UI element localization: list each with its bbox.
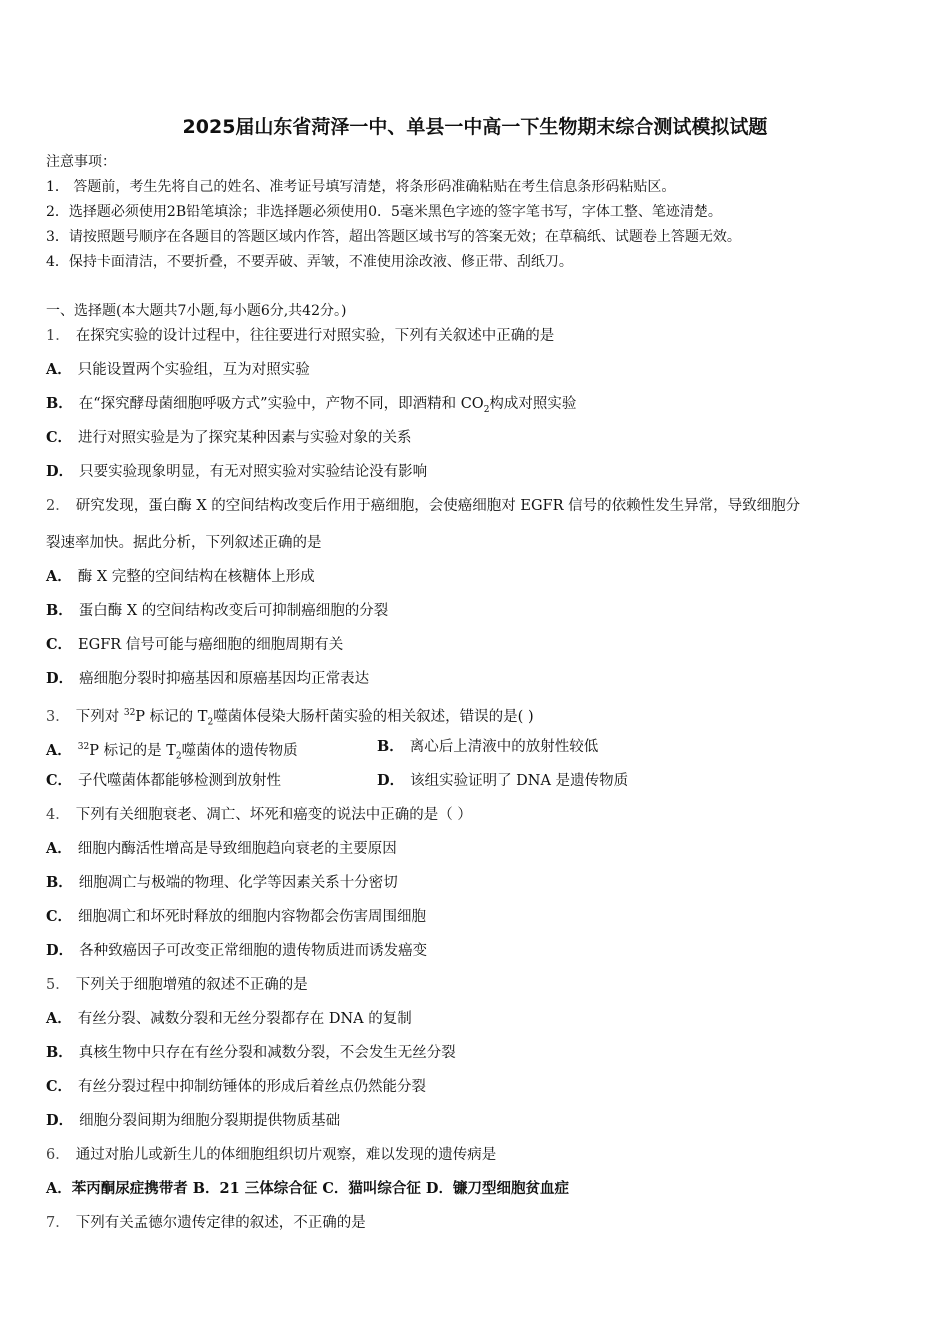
notice-item-2: 2．选择题必须使用2B铅笔填涂；非选择题必须使用0．5毫米黑色字迹的签字笔书写，字体工整、笔迹清楚。 [46, 204, 722, 220]
q1-option-a[interactable] [46, 360, 310, 380]
option-text: 只要实验现象明显，有无对照实验对实验结论没有影响 [79, 464, 428, 480]
option-label: A． [46, 840, 72, 857]
option-label: C． [46, 908, 73, 925]
question-stem: 下列关于细胞增殖的叙述不正确的是 [75, 977, 308, 993]
q4-option-c[interactable] [46, 907, 426, 927]
question-number: 1． [46, 328, 70, 344]
q4-option-a[interactable] [46, 839, 397, 859]
q1-option-c[interactable] [46, 428, 412, 448]
option-text: 蛋白酶 X 的空间结构改变后可抑制癌细胞的分裂 [78, 603, 389, 619]
question-stem-mid: P 标记的 T [135, 708, 208, 725]
question-2 [46, 496, 800, 516]
option-text: 细胞凋亡与极端的物理、化学等因素关系十分密切 [78, 875, 398, 891]
q1-option-b[interactable] [46, 394, 576, 420]
question-3 [46, 703, 534, 733]
question-stem: 在探究实验的设计过程中，往往要进行对照实验，下列有关叙述中正确的是 [75, 328, 555, 344]
question-number: 2． [46, 498, 70, 514]
option-label: B． [46, 1044, 73, 1061]
q5-option-d[interactable] [46, 1111, 340, 1131]
option-text: 癌细胞分裂时抑癌基因和原癌基因均正常表达 [79, 671, 370, 687]
option-label: A． [46, 568, 72, 585]
page-title: 2025届山东省菏泽一中、单县一中高一下生物期末综合测试模拟试题 [182, 116, 768, 138]
q6-options[interactable]: A．苯丙酮尿症携带者 B．21 三体综合征 C．猫叫综合征 D．镰刀型细胞贫血症 [46, 1180, 569, 1197]
option-label: B． [46, 602, 73, 619]
q5-option-a[interactable] [46, 1009, 412, 1029]
q2-option-a[interactable] [46, 567, 315, 587]
option-text: 在“探究酵母菌细胞呼吸方式”实验中，产物不同，即酒精和 CO [78, 396, 484, 412]
option-text: 只能设置两个实验组，互为对照实验 [77, 362, 310, 378]
question-stem: 下列对 [75, 708, 124, 725]
option-text-tail: 噬菌体的遗传物质 [181, 742, 298, 759]
option-label: D． [46, 670, 74, 687]
option-text-tail: 构成对照实验 [489, 396, 577, 412]
option-text: 真核生物中只存在有丝分裂和减数分裂，不会发生无丝分裂 [78, 1045, 456, 1061]
question-number: 7． [46, 1215, 70, 1231]
notice-item-1: 1． 答题前，考生先将自己的姓名、准考证号填写清楚，将条形码准确粘贴在考生信息条形码粘贴区。 [46, 179, 676, 195]
question-stem-tail: 噬菌体侵染大肠杆菌实验的相关叙述，错误的是( ) [213, 708, 534, 725]
notice-item-4: 4．保持卡面清洁，不要折叠，不要弄破、弄皱，不准使用涂改液、修正带、刮纸刀。 [46, 254, 573, 270]
q4-option-b[interactable] [46, 873, 398, 893]
question-5 [46, 975, 308, 995]
q4-option-d[interactable] [46, 941, 427, 961]
option-label: B． [46, 874, 73, 891]
q3-option-d[interactable] [377, 771, 628, 791]
option-label: A． [46, 361, 72, 378]
q3-option-a[interactable] [46, 737, 298, 767]
option-text: 细胞分裂间期为细胞分裂期提供物质基础 [79, 1113, 341, 1129]
question-2-cont: 裂速率加快。据此分析，下列叙述正确的是 [46, 535, 322, 551]
question-stem: 下列有关细胞衰老、凋亡、坏死和癌变的说法中正确的是（ ） [75, 807, 472, 823]
option-text: 离心后上清液中的放射性较低 [409, 739, 599, 755]
option-label: A． [46, 1010, 72, 1027]
option-text: 酶 X 完整的空间结构在核糖体上形成 [77, 569, 315, 585]
option-label: D． [46, 463, 74, 480]
subscript: 2 [483, 404, 490, 415]
q5-option-c[interactable] [46, 1077, 426, 1097]
option-text: 细胞内酶活性增高是导致细胞趋向衰老的主要原因 [77, 841, 397, 857]
option-label: D． [46, 942, 74, 959]
option-text: 有丝分裂过程中抑制纺锤体的形成后着丝点仍然能分裂 [78, 1079, 427, 1095]
question-number: 3． [46, 708, 70, 725]
option-label: C． [46, 636, 73, 653]
option-label: D． [377, 772, 405, 789]
q5-option-b[interactable] [46, 1043, 456, 1063]
superscript: 32 [123, 708, 136, 718]
option-text: 子代噬菌体都能够检测到放射性 [78, 773, 282, 789]
subscript: 2 [175, 751, 182, 762]
option-text: 各种致癌因子可改变正常细胞的遗传物质进而诱发癌变 [79, 943, 428, 959]
section-heading: 一、选择题(本大题共7小题,每小题6分,共42分。) [46, 303, 347, 319]
question-stem: 通过对胎儿或新生儿的体细胞组织切片观察，难以发现的遗传病是 [75, 1147, 497, 1163]
q3-option-c[interactable] [46, 771, 281, 791]
option-text: 有丝分裂、减数分裂和无丝分裂都存在 DNA 的复制 [77, 1011, 412, 1027]
question-1 [46, 326, 554, 346]
question-stem: 研究发现，蛋白酶 X 的空间结构改变后作用于癌细胞，会使癌细胞对 EGFR 信号的依赖性发生异常，导致细胞分 [75, 498, 801, 514]
option-label: A． [46, 741, 72, 759]
superscript: 32 [77, 742, 90, 752]
q3-option-b[interactable] [377, 737, 598, 757]
question-6 [46, 1145, 496, 1165]
question-number: 6． [46, 1147, 70, 1163]
question-number: 5． [46, 977, 70, 993]
q2-option-b[interactable] [46, 601, 388, 621]
q2-option-d[interactable] [46, 669, 369, 689]
option-label: C． [46, 772, 73, 789]
option-label: B． [377, 738, 404, 755]
option-text: 进行对照实验是为了探究某种因素与实验对象的关系 [78, 430, 412, 446]
question-stem: 下列有关孟德尔遗传定律的叙述，不正确的是 [75, 1215, 366, 1231]
option-text: EGFR 信号可能与癌细胞的细胞周期有关 [78, 637, 344, 653]
option-text: P 标记的是 T [89, 742, 176, 759]
option-text: 细胞凋亡和坏死时释放的细胞内容物都会伤害周围细胞 [78, 909, 427, 925]
option-label: C． [46, 429, 73, 446]
option-label: C． [46, 1078, 73, 1095]
question-7 [46, 1213, 366, 1233]
question-4 [46, 805, 472, 825]
option-label: B． [46, 395, 73, 412]
question-number: 4． [46, 807, 70, 823]
q1-option-d[interactable] [46, 462, 427, 482]
option-label: D． [46, 1112, 74, 1129]
notice-item-3: 3．请按照题号顺序在各题目的答题区域内作答，超出答题区域书写的答案无效；在草稿纸、试题卷上答题无效。 [46, 229, 741, 245]
option-text: 该组实验证明了 DNA 是遗传物质 [410, 773, 629, 789]
subscript: 2 [207, 717, 214, 728]
q2-option-c[interactable] [46, 635, 343, 655]
notice-heading: 注意事项： [46, 154, 116, 170]
